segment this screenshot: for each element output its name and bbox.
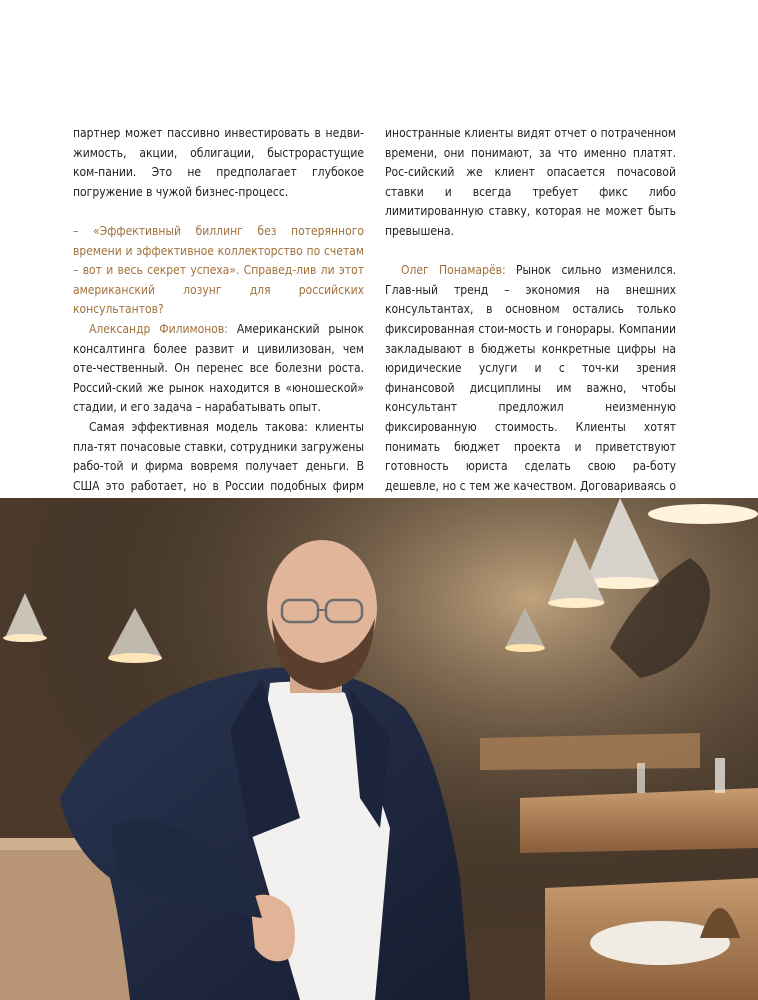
speaker-name: Александр Филимонов: [89,321,228,336]
portrait-photo [0,498,758,1000]
paragraph-text: партнер может пассивно инвестировать в недви-жимость, акции, облигации, быстрорастущие ком-пании. Это не предполагает глубокое погружение в чужой бизнес-процесс. [73,126,364,199]
left-paragraph-2 [73,320,364,418]
left-paragraph-1 [73,222,364,320]
paragraph-text: – «Эффективный биллинг без потерянного времени и эффективное коллекторство по счетам – вот и весь секрет успеха». Справед-лив ли этот американский лозунг для российских консультантов? [73,223,364,317]
paragraph-text: Рынок сильно изменился. Глав-ный тренд – экономия на внешних консультантах, в основном остались только фиксированная стои-мость и гонорары. Компании закладывают в бюджеты конкретные цифры на юридические услуги и с точ-ки зрения финансовой дисциплины им важно, чтобы консультант предложил неизменную фиксированную стоимость. Клиенты хотят понимать бюджет проекта и приветствуют готовность юриста сделать свою ра-боту дешевле, но с тем же качеством. Договариваясь о [385,263,676,493]
paragraph-text: Американский рынок консалтинга более развит и цивилизован, чем оте-чественный. Он перенес все болезни роста. Россий-ский же рынок находится в «юношеской» стадии, и его задача – нарабатывать опыт. [73,321,364,415]
speaker-name: Олег Понамарёв: [401,263,506,278]
paragraph-text: Самая эффективная модель такова: клиенты пла-тят почасовые ставки, сотрудники загружены рабо-той и фирма вовремя получает деньги. В США это работает, но в России подобных фирм [73,419,364,493]
right-paragraph-0 [385,124,676,242]
left-paragraph-0 [73,124,364,202]
paragraph-text: иностранные клиенты видят отчет о потраченном времени, они понимают, за что именно платят. Рос-сийский же клиент опасается почасовой ставки и всегда требует фикс либо лимитированную ставку, которая не может быть превышена. [385,126,676,238]
